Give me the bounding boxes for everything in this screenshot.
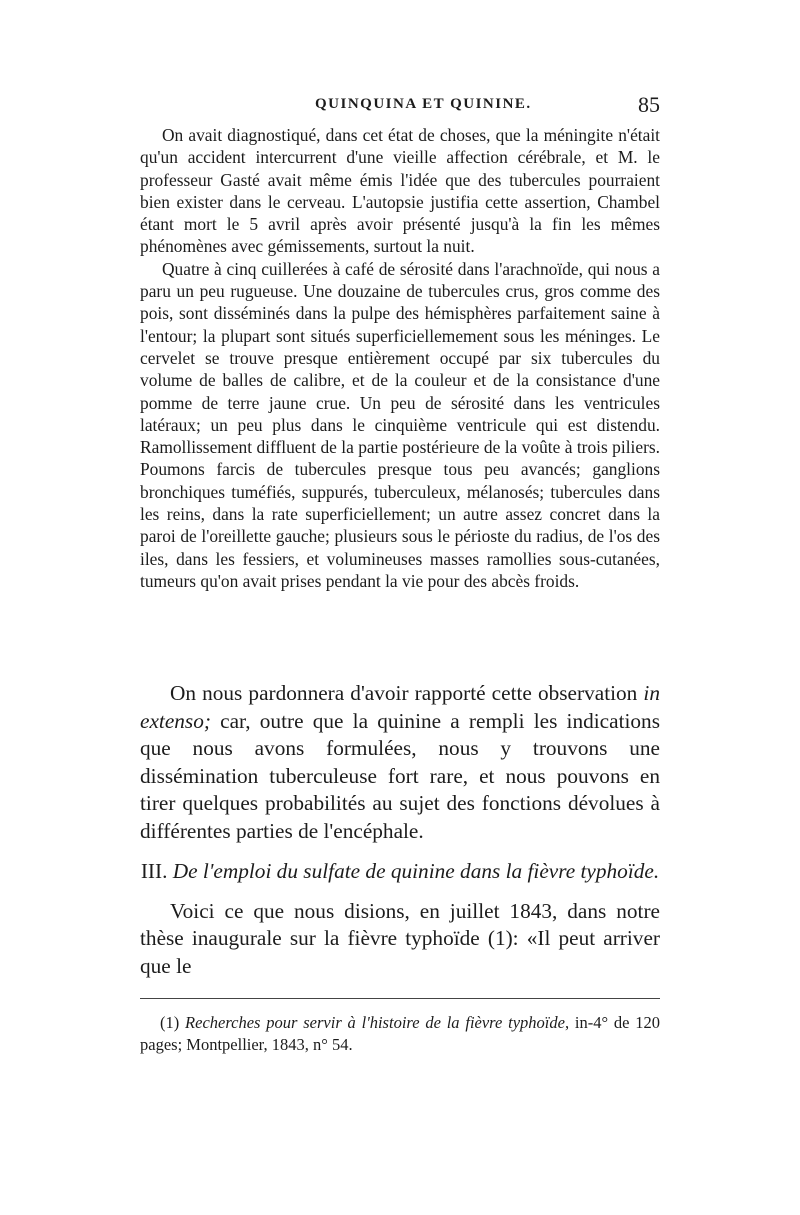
- footnote-details: , in-4° de 120 pages; Montpellier, 1843, n° 54.: [140, 1013, 660, 1054]
- commentary-start: On nous pardonnera d'avoir rapporté cette observation: [170, 681, 644, 705]
- paragraph-autopsy-intro: On avait diagnostiqué, dans cet état de choses, que la méningite n'était qu'un accident intercurrent d'une vieille affection cérébrale, et M. le professeur Gasté avait même émis l'idée que des tubercules pourraient bien exister dans le cerveau. L'autopsie justifia cette assertion, Chambel étant mort le 5 avril après avoir présenté jusqu'à la fin les mêmes phénomènes avec gémissements, surtout la nuit.: [140, 125, 660, 257]
- running-title: QUINQUINA ET QUININE.: [315, 96, 532, 112]
- page-number: 85: [638, 92, 660, 117]
- paragraph-thesis: Voici ce que nous disions, en juillet 1843, dans notre thèse inaugurale sur la fièvre typhoïde (1): «Il peut arriver que le: [140, 898, 660, 978]
- footnote-divider: [140, 998, 660, 999]
- footnote: [140, 1012, 660, 1056]
- commentary-text: [140, 680, 660, 845]
- observation-text: [140, 124, 660, 592]
- commentary-end: car, outre que la quinine a rempli les indications que nous avons formulées, nous y trouvons une dissémination tuberculeuse fort rare, et nous pouvons en tirer quelques probabilités au sujet des fonctions dévolues à différentes parties de l'encéphale.: [140, 708, 660, 843]
- section-number: III.: [140, 859, 168, 883]
- footnote-title: Recherches pour servir à l'histoire de la fièvre typhoïde: [185, 1013, 565, 1032]
- paragraph-commentary: [140, 680, 660, 845]
- footnote-marker: (1): [160, 1013, 186, 1032]
- section-heading: [140, 858, 660, 886]
- section-title: De l'emploi du sulfate de quinine dans la fièvre typhoïde.: [172, 859, 660, 883]
- paragraph-autopsy-findings: Quatre à cinq cuillerées à café de sérosité dans l'arachnoïde, qui nous a paru un peu rugueuse. Une douzaine de tubercules crus, gros comme des pois, sont disséminés dans la pulpe des hémisphères parfaitement saine à l'entour; la plupart sont situés superficiellemement sous les méninges. Le cervelet se trouve presque entièrement occupé par six tubercules du volume de balles de calibre, et de la couleur et de la consistance d'une pomme de terre jaune crue. Un peu de sérosité dans les ventricules latéraux; un peu plus dans le cinquième ventricule qui est distendu. Ramollissement diffluent de la partie postérieure de la voûte à trois piliers. Poumons farcis de tubercules presque tous peu avancés; ganglions bronchiques tuméfiés, suppurés, tuberculeux, mélanosés; tubercules dans les reins, dans la rate superficiellement; un autre assez concret dans la paroi de l'oreillette gauche; plusieurs sous le périoste du radius, de l'os des iles, dans les fessiers, et volumineuses masses ramollies sous-cutanées, tumeurs qu'on avait prises pendant la vie pour des abcès froids.: [140, 258, 660, 591]
- section-three: [140, 858, 660, 980]
- page-header: [140, 92, 660, 122]
- commentary-italic: in extenso;: [140, 681, 660, 733]
